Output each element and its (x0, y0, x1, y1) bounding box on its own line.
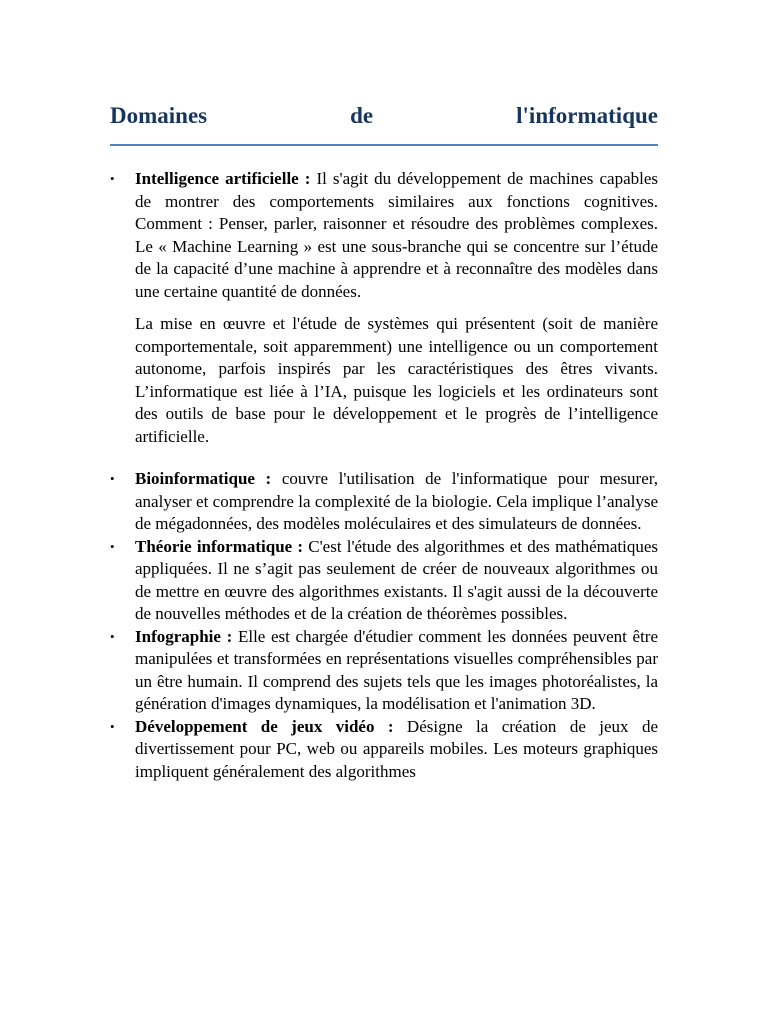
item-term: Théorie informatique : (135, 536, 304, 556)
item-paragraph (135, 536, 658, 626)
list-item-ai (110, 168, 658, 448)
item-term: Infographie : (135, 626, 233, 646)
item-term: Bioinformatique : (135, 469, 272, 488)
document-page (110, 98, 658, 783)
list-item-game-dev (110, 716, 658, 784)
list-item-infographics (110, 626, 658, 716)
bullet-icon: • (110, 628, 115, 644)
bullet-icon: • (110, 471, 115, 486)
item-paragraph (135, 626, 658, 716)
title-word: de (350, 103, 374, 128)
list-item-bioinformatics (110, 468, 658, 536)
item-paragraph (135, 468, 658, 536)
bullet-icon: • (110, 718, 115, 734)
document-title (110, 98, 658, 146)
item-term: Développement de jeux vidéo : (135, 716, 394, 736)
item-term: Intelligence artificielle : (135, 169, 311, 188)
domain-list (110, 168, 658, 783)
title-word: l'informatique (516, 103, 658, 128)
item-text: C'est l'étude des algorithmes et des mathématiques appliquées. Il ne s’agit pas seulement de créer de nouveaux algorithmes ou de mettre en œuvre des algorithmes existants. Il s'agit aussi de la découverte de nouvelles méthodes et de la création de théorèmes possibles. (135, 536, 659, 623)
item-extra-paragraph: La mise en œuvre et l'étude de systèmes qui présentent (soit de manière comportementale, soit apparemment) une intelligence ou un comportement autonome, parfois inspirés par les caractéristiques des êtres vivants. L’informatique est liée à l’IA, puisque les logiciels et les ordinateurs sont des outils de base pour le développement et le progrès de l’intelligence artificielle. (135, 314, 658, 446)
bullet-icon: • (110, 171, 115, 186)
item-paragraph (135, 716, 658, 784)
item-text: Il s'agit du développement de machines capables de montrer des comportements similaires aux fonctions cognitives. Comment : Penser, parler, raisonner et résoudre des problèmes complexes. Le « Machine Learning » est une sous-branche qui se concentre sur l’étude de la capacité d’une machine à apprendre et à reconnaître des modèles dans une certaine quantité de données. (135, 169, 658, 301)
list-item-theory (110, 536, 658, 626)
item-text: Elle est chargée d'étudier comment les données peuvent être manipulées et transformées en représentations visuelles compréhensibles par un être humain. Il comprend des sujets tels que les images photoréalistes, la génération d'images dynamiques, la modélisation et l'animation 3D. (135, 626, 658, 713)
item-text: couvre l'utilisation de l'informatique pour mesurer, analyser et comprendre la complexité de la biologie. Cela implique l’analyse de mégadonnées, des modèles moléculaires et des simulateurs de données. (135, 469, 658, 533)
item-paragraph (135, 168, 658, 303)
item-text: Désigne la création de jeux de divertissement pour PC, web ou appareils mobiles. Les moteurs graphiques impliquent généralement des algorithmes (135, 716, 658, 781)
title-word: Domaines (110, 103, 208, 128)
bullet-icon: • (110, 538, 115, 554)
